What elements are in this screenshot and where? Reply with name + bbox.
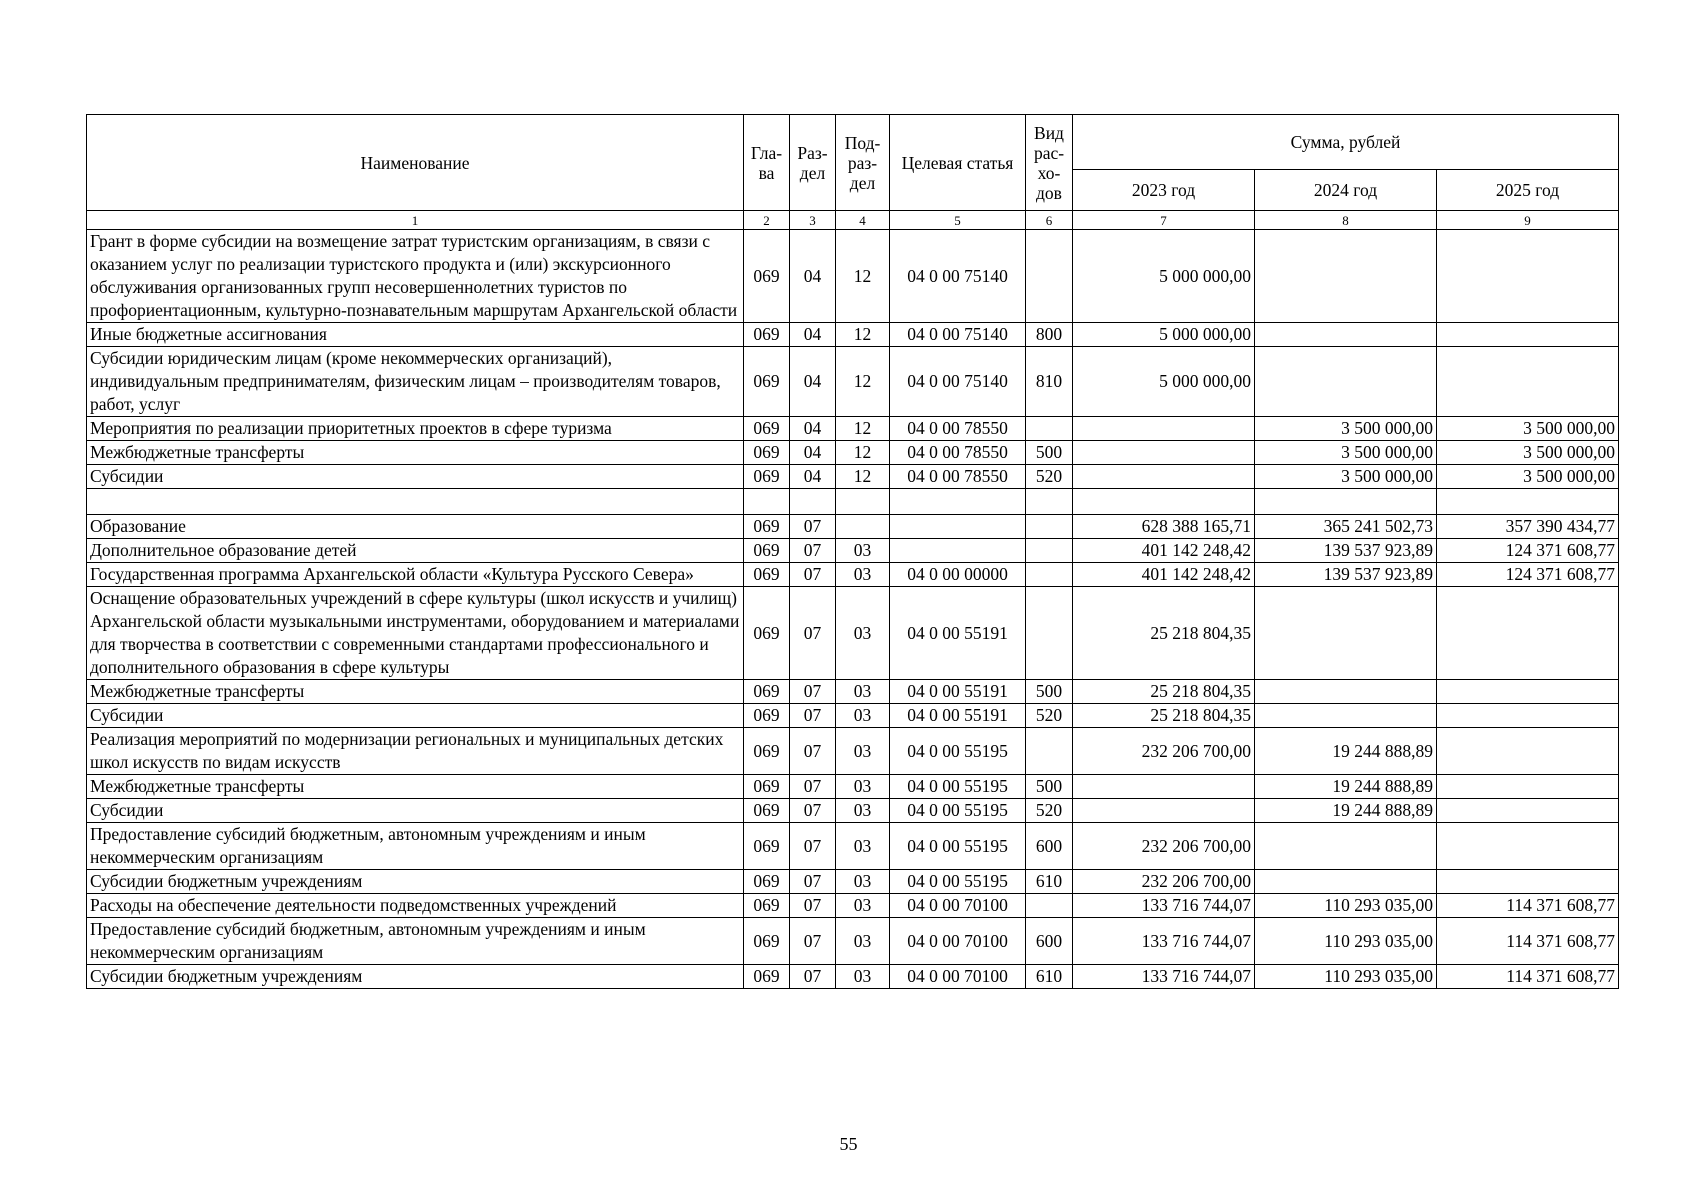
row-amount-2024: 3 500 000,00 <box>1255 465 1437 489</box>
row-name: Реализация мероприятий по модернизации региональных и муниципальных детских школ искусств по видам искусств <box>87 728 744 775</box>
header-sum: Сумма, рублей <box>1073 115 1619 170</box>
row-section: 07 <box>790 823 836 870</box>
table-row <box>87 489 1619 515</box>
row-expense-type <box>1026 728 1073 775</box>
row-subsection: 03 <box>836 728 890 775</box>
row-section: 07 <box>790 775 836 799</box>
header-year-2023: 2023 год <box>1073 170 1255 211</box>
row-chapter: 069 <box>744 347 790 417</box>
row-chapter: 069 <box>744 515 790 539</box>
table-row <box>87 539 1619 563</box>
row-target: 04 0 00 78550 <box>890 417 1026 441</box>
table-row <box>87 823 1619 870</box>
row-amount-2023: 401 142 248,42 <box>1073 539 1255 563</box>
row-amount-2024: 19 244 888,89 <box>1255 775 1437 799</box>
row-expense-type <box>1026 489 1073 515</box>
table-row <box>87 587 1619 680</box>
row-name: Субсидии <box>87 799 744 823</box>
row-chapter: 069 <box>744 680 790 704</box>
row-amount-2024 <box>1255 680 1437 704</box>
table-row <box>87 230 1619 323</box>
table-row <box>87 918 1619 965</box>
row-section: 04 <box>790 417 836 441</box>
row-subsection: 12 <box>836 441 890 465</box>
row-name: Межбюджетные трансферты <box>87 441 744 465</box>
row-name: Грант в форме субсидии на возмещение затрат туристским организациям, в связи с оказанием услуг по реализации туристского продукта и (или) экскурсионного обслуживания организованных групп несовершеннолетних туристов по профориентационным, культурно-познавательным маршрутам Архангельской области <box>87 230 744 323</box>
row-chapter: 069 <box>744 799 790 823</box>
row-amount-2024 <box>1255 347 1437 417</box>
row-amount-2025 <box>1437 347 1619 417</box>
row-amount-2024 <box>1255 587 1437 680</box>
row-section: 07 <box>790 704 836 728</box>
row-target: 04 0 00 55195 <box>890 728 1026 775</box>
row-amount-2023: 401 142 248,42 <box>1073 563 1255 587</box>
row-target: 04 0 00 00000 <box>890 563 1026 587</box>
row-name: Образование <box>87 515 744 539</box>
row-target: 04 0 00 78550 <box>890 465 1026 489</box>
column-number: 1 <box>87 211 744 230</box>
column-number: 8 <box>1255 211 1437 230</box>
row-amount-2023: 25 218 804,35 <box>1073 704 1255 728</box>
row-amount-2025: 114 371 608,77 <box>1437 965 1619 989</box>
row-chapter: 069 <box>744 775 790 799</box>
header-subsection: Под-раз-дел <box>836 115 890 211</box>
row-target <box>890 515 1026 539</box>
row-subsection: 12 <box>836 417 890 441</box>
row-target: 04 0 00 55191 <box>890 587 1026 680</box>
row-amount-2025 <box>1437 870 1619 894</box>
table-row <box>87 894 1619 918</box>
row-name: Субсидии бюджетным учреждениям <box>87 965 744 989</box>
row-amount-2024: 3 500 000,00 <box>1255 441 1437 465</box>
row-section: 07 <box>790 870 836 894</box>
row-target: 04 0 00 75140 <box>890 347 1026 417</box>
row-subsection: 12 <box>836 230 890 323</box>
table-row <box>87 515 1619 539</box>
row-expense-type: 610 <box>1026 965 1073 989</box>
header-name: Наименование <box>87 115 744 211</box>
row-amount-2025 <box>1437 704 1619 728</box>
table-row <box>87 965 1619 989</box>
column-number: 9 <box>1437 211 1619 230</box>
row-amount-2025: 3 500 000,00 <box>1437 465 1619 489</box>
row-subsection: 03 <box>836 680 890 704</box>
row-amount-2023: 133 716 744,07 <box>1073 965 1255 989</box>
row-target: 04 0 00 75140 <box>890 323 1026 347</box>
header-expense-type: Вид рас-хо-дов <box>1026 115 1073 211</box>
row-target <box>890 489 1026 515</box>
row-amount-2024: 110 293 035,00 <box>1255 965 1437 989</box>
row-section: 04 <box>790 441 836 465</box>
table-row <box>87 417 1619 441</box>
row-amount-2024: 19 244 888,89 <box>1255 728 1437 775</box>
row-chapter: 069 <box>744 728 790 775</box>
table-row <box>87 680 1619 704</box>
row-subsection: 03 <box>836 870 890 894</box>
row-amount-2023: 5 000 000,00 <box>1073 347 1255 417</box>
row-name: Государственная программа Архангельской области «Культура Русского Севера» <box>87 563 744 587</box>
row-expense-type: 810 <box>1026 347 1073 417</box>
row-amount-2025 <box>1437 775 1619 799</box>
row-expense-type: 520 <box>1026 704 1073 728</box>
row-expense-type: 500 <box>1026 441 1073 465</box>
row-target: 04 0 00 55195 <box>890 775 1026 799</box>
row-amount-2024: 139 537 923,89 <box>1255 539 1437 563</box>
row-expense-type <box>1026 539 1073 563</box>
row-section: 07 <box>790 894 836 918</box>
row-target: 04 0 00 78550 <box>890 441 1026 465</box>
row-chapter: 069 <box>744 465 790 489</box>
row-expense-type: 500 <box>1026 775 1073 799</box>
row-amount-2024: 19 244 888,89 <box>1255 799 1437 823</box>
row-name <box>87 489 744 515</box>
table-row <box>87 563 1619 587</box>
row-expense-type: 520 <box>1026 799 1073 823</box>
row-amount-2024: 139 537 923,89 <box>1255 563 1437 587</box>
row-amount-2023 <box>1073 775 1255 799</box>
row-subsection: 03 <box>836 587 890 680</box>
row-chapter: 069 <box>744 965 790 989</box>
row-amount-2023: 25 218 804,35 <box>1073 587 1255 680</box>
row-target: 04 0 00 55191 <box>890 680 1026 704</box>
row-chapter: 069 <box>744 323 790 347</box>
row-amount-2024 <box>1255 704 1437 728</box>
row-name: Дополнительное образование детей <box>87 539 744 563</box>
row-chapter: 069 <box>744 230 790 323</box>
row-expense-type: 520 <box>1026 465 1073 489</box>
row-name: Иные бюджетные ассигнования <box>87 323 744 347</box>
row-amount-2024: 110 293 035,00 <box>1255 894 1437 918</box>
row-chapter: 069 <box>744 441 790 465</box>
row-name: Субсидии юридическим лицам (кроме некоммерческих организаций), индивидуальным предпринимателям, физическим лицам – производителям товаров, работ, услуг <box>87 347 744 417</box>
row-chapter: 069 <box>744 539 790 563</box>
row-amount-2024 <box>1255 870 1437 894</box>
column-number: 7 <box>1073 211 1255 230</box>
row-amount-2025 <box>1437 728 1619 775</box>
row-section: 04 <box>790 323 836 347</box>
row-amount-2024: 110 293 035,00 <box>1255 918 1437 965</box>
row-amount-2023 <box>1073 465 1255 489</box>
row-name: Оснащение образовательных учреждений в сфере культуры (школ искусств и училищ) Архангельской области музыкальными инструментами, оборудованием и материалами для творчества в соответствии с современными стандартами профессионального и дополнительного образования в сфере культуры <box>87 587 744 680</box>
row-target <box>890 539 1026 563</box>
row-expense-type <box>1026 515 1073 539</box>
row-name: Субсидии бюджетным учреждениям <box>87 870 744 894</box>
row-subsection <box>836 489 890 515</box>
row-target: 04 0 00 70100 <box>890 894 1026 918</box>
row-chapter <box>744 489 790 515</box>
row-amount-2025: 3 500 000,00 <box>1437 441 1619 465</box>
row-expense-type: 610 <box>1026 870 1073 894</box>
column-number: 6 <box>1026 211 1073 230</box>
row-subsection: 03 <box>836 823 890 870</box>
row-section: 07 <box>790 563 836 587</box>
table-row <box>87 704 1619 728</box>
row-name: Межбюджетные трансферты <box>87 680 744 704</box>
row-amount-2025: 124 371 608,77 <box>1437 563 1619 587</box>
row-amount-2023: 232 206 700,00 <box>1073 823 1255 870</box>
row-amount-2025: 3 500 000,00 <box>1437 417 1619 441</box>
row-amount-2024 <box>1255 823 1437 870</box>
row-amount-2025: 114 371 608,77 <box>1437 918 1619 965</box>
row-expense-type <box>1026 894 1073 918</box>
row-section: 07 <box>790 587 836 680</box>
row-amount-2023: 232 206 700,00 <box>1073 870 1255 894</box>
row-target: 04 0 00 55195 <box>890 823 1026 870</box>
row-target: 04 0 00 55191 <box>890 704 1026 728</box>
row-chapter: 069 <box>744 918 790 965</box>
row-chapter: 069 <box>744 894 790 918</box>
row-amount-2024 <box>1255 323 1437 347</box>
row-amount-2024 <box>1255 489 1437 515</box>
budget-table <box>86 114 1619 989</box>
header-chapter: Гла-ва <box>744 115 790 211</box>
row-name: Субсидии <box>87 704 744 728</box>
row-chapter: 069 <box>744 417 790 441</box>
row-section: 07 <box>790 728 836 775</box>
row-amount-2025 <box>1437 587 1619 680</box>
row-subsection: 03 <box>836 965 890 989</box>
column-number-row <box>87 211 1619 230</box>
row-expense-type: 500 <box>1026 680 1073 704</box>
table-row <box>87 441 1619 465</box>
row-chapter: 069 <box>744 704 790 728</box>
row-amount-2024: 3 500 000,00 <box>1255 417 1437 441</box>
row-subsection: 12 <box>836 323 890 347</box>
row-expense-type <box>1026 230 1073 323</box>
row-amount-2025 <box>1437 489 1619 515</box>
row-chapter: 069 <box>744 823 790 870</box>
row-amount-2025 <box>1437 823 1619 870</box>
row-amount-2023: 133 716 744,07 <box>1073 918 1255 965</box>
row-amount-2025: 124 371 608,77 <box>1437 539 1619 563</box>
table-row <box>87 775 1619 799</box>
row-section <box>790 489 836 515</box>
row-section: 07 <box>790 680 836 704</box>
row-name: Предоставление субсидий бюджетным, автономным учреждениям и иным некоммерческим организациям <box>87 918 744 965</box>
row-amount-2024: 365 241 502,73 <box>1255 515 1437 539</box>
row-subsection: 03 <box>836 918 890 965</box>
row-subsection: 03 <box>836 539 890 563</box>
row-chapter: 069 <box>744 563 790 587</box>
row-amount-2023: 5 000 000,00 <box>1073 230 1255 323</box>
header-year-2025: 2025 год <box>1437 170 1619 211</box>
row-target: 04 0 00 70100 <box>890 965 1026 989</box>
row-target: 04 0 00 55195 <box>890 870 1026 894</box>
row-section: 04 <box>790 465 836 489</box>
row-section: 07 <box>790 539 836 563</box>
row-subsection: 12 <box>836 465 890 489</box>
row-amount-2024 <box>1255 230 1437 323</box>
row-amount-2023: 25 218 804,35 <box>1073 680 1255 704</box>
row-subsection: 03 <box>836 775 890 799</box>
row-amount-2023 <box>1073 441 1255 465</box>
row-amount-2023: 133 716 744,07 <box>1073 894 1255 918</box>
row-target: 04 0 00 75140 <box>890 230 1026 323</box>
table-row <box>87 323 1619 347</box>
row-section: 07 <box>790 515 836 539</box>
row-subsection: 12 <box>836 347 890 417</box>
row-section: 07 <box>790 799 836 823</box>
page-number: 55 <box>839 1134 858 1154</box>
row-expense-type: 600 <box>1026 918 1073 965</box>
row-name: Мероприятия по реализации приоритетных проектов в сфере туризма <box>87 417 744 441</box>
row-amount-2025 <box>1437 323 1619 347</box>
column-number: 5 <box>890 211 1026 230</box>
table-body <box>87 230 1619 989</box>
row-name: Расходы на обеспечение деятельности подведомственных учреждений <box>87 894 744 918</box>
table-row <box>87 465 1619 489</box>
row-amount-2025: 357 390 434,77 <box>1437 515 1619 539</box>
row-subsection <box>836 515 890 539</box>
column-number: 3 <box>790 211 836 230</box>
header-section: Раз-дел <box>790 115 836 211</box>
table-row <box>87 728 1619 775</box>
row-amount-2023: 628 388 165,71 <box>1073 515 1255 539</box>
row-name: Субсидии <box>87 465 744 489</box>
row-amount-2023 <box>1073 799 1255 823</box>
column-number: 4 <box>836 211 890 230</box>
row-subsection: 03 <box>836 799 890 823</box>
row-expense-type <box>1026 563 1073 587</box>
header-target: Целевая статья <box>890 115 1026 211</box>
table-row <box>87 347 1619 417</box>
row-section: 04 <box>790 347 836 417</box>
row-subsection: 03 <box>836 704 890 728</box>
row-target: 04 0 00 70100 <box>890 918 1026 965</box>
table-row <box>87 870 1619 894</box>
row-name: Межбюджетные трансферты <box>87 775 744 799</box>
row-chapter: 069 <box>744 870 790 894</box>
row-name: Предоставление субсидий бюджетным, автономным учреждениям и иным некоммерческим организациям <box>87 823 744 870</box>
row-amount-2025 <box>1437 230 1619 323</box>
row-amount-2025 <box>1437 799 1619 823</box>
row-amount-2025 <box>1437 680 1619 704</box>
column-number: 2 <box>744 211 790 230</box>
row-amount-2023: 5 000 000,00 <box>1073 323 1255 347</box>
row-subsection: 03 <box>836 894 890 918</box>
row-amount-2023 <box>1073 489 1255 515</box>
row-section: 04 <box>790 230 836 323</box>
row-expense-type <box>1026 587 1073 680</box>
header-year-2024: 2024 год <box>1255 170 1437 211</box>
row-subsection: 03 <box>836 563 890 587</box>
row-amount-2023 <box>1073 417 1255 441</box>
row-target: 04 0 00 55195 <box>890 799 1026 823</box>
row-expense-type: 600 <box>1026 823 1073 870</box>
row-expense-type <box>1026 417 1073 441</box>
row-section: 07 <box>790 965 836 989</box>
row-amount-2025: 114 371 608,77 <box>1437 894 1619 918</box>
table-row <box>87 799 1619 823</box>
row-expense-type: 800 <box>1026 323 1073 347</box>
row-chapter: 069 <box>744 587 790 680</box>
row-amount-2023: 232 206 700,00 <box>1073 728 1255 775</box>
row-section: 07 <box>790 918 836 965</box>
